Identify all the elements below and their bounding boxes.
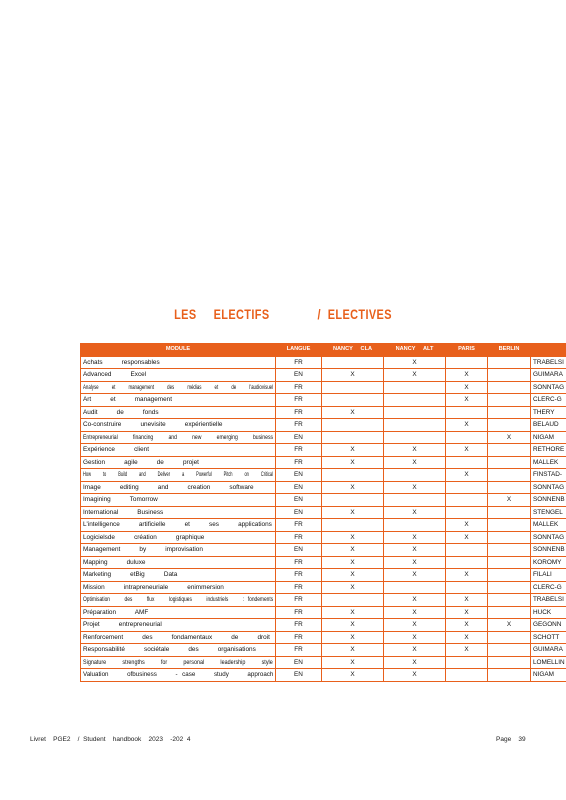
footer-handbook-label: Livret PGE2 / Student handbook 2023 -202 4 [30,736,191,743]
langue-cell: FR [276,381,322,394]
nancy-cla-cell: X [322,531,384,544]
nancy-alt-cell [384,494,446,507]
module-cell [81,669,276,682]
langue-cell: FR [276,356,322,369]
module-name: Co-construire unevisite expérientielle [83,421,223,428]
langue-cell: FR [276,419,322,432]
module-name: Art et management [83,396,173,403]
paris-cell [446,356,488,369]
paris-cell: X [446,606,488,619]
table-row [81,644,566,657]
langue-cell: EN [276,494,322,507]
nancy-alt-cell [384,519,446,532]
module-name: Expérience client [83,446,149,453]
module-name: Management by improvisation [83,546,203,553]
nancy-alt-cell: X [384,444,446,457]
berlin-cell: X [488,494,531,507]
paris-cell: X [446,631,488,644]
module-cell [81,481,276,494]
table-row [81,519,566,532]
berlin-cell [488,381,531,394]
table-row [81,506,566,519]
paris-cell [446,456,488,469]
module-cell [81,606,276,619]
module-name: Analyse et management des médias et de l'audiovisuel [83,383,274,391]
langue-cell: EN [276,656,322,669]
table-body [81,356,566,681]
table-row [81,394,566,407]
responsible-cell: SONNTAG [531,531,566,544]
berlin-cell [488,406,531,419]
responsible-cell: GUIMARA [531,644,566,657]
electives-table-container [80,343,566,715]
responsible-cell: SONNENB [531,544,566,557]
responsible-cell: SONNTAG [531,481,566,494]
table-row [81,669,566,682]
langue-cell: EN [276,506,322,519]
nancy-cla-cell: X [322,631,384,644]
nancy-cla-cell: X [322,656,384,669]
berlin-cell [488,369,531,382]
module-cell [81,431,276,444]
header-responsible [531,344,566,357]
nancy-cla-cell: X [322,544,384,557]
langue-cell: FR [276,581,322,594]
table-row [81,481,566,494]
langue-cell: FR [276,444,322,457]
responsible-cell: FINSTAD- [531,469,566,482]
langue-cell: FR [276,556,322,569]
berlin-cell [488,581,531,594]
module-name: Mapping duluxe [83,558,146,566]
header-langue: LANGUE [276,344,322,357]
berlin-cell [488,469,531,482]
nancy-alt-cell [384,381,446,394]
nancy-cla-cell [322,519,384,532]
module-name: Optimisation des flux logistiques industriels : fondements [83,596,274,603]
paris-cell: X [446,381,488,394]
berlin-cell [488,544,531,557]
module-name: Signature strengths for personal leadership style [83,658,273,666]
berlin-cell [488,419,531,432]
nancy-cla-cell: X [322,581,384,594]
paris-cell: X [446,531,488,544]
module-name: How to Build and Deliver a Powerful Pitch on Critical [83,471,274,478]
responsible-cell: NIGAM [531,669,566,682]
table-row [81,356,566,369]
langue-cell: FR [276,569,322,582]
berlin-cell [488,669,531,682]
module-cell [81,531,276,544]
module-cell [81,506,276,519]
module-cell [81,569,276,582]
nancy-cla-cell: X [322,406,384,419]
langue-cell: FR [276,631,322,644]
nancy-alt-cell [384,431,446,444]
responsible-cell: MALLEK [531,456,566,469]
nancy-cla-cell [322,431,384,444]
table-row [81,419,566,432]
nancy-alt-cell [384,469,446,482]
berlin-cell [488,631,531,644]
berlin-cell [488,656,531,669]
paris-cell: X [446,519,488,532]
header-paris: PARIS [446,344,488,357]
module-cell [81,469,276,482]
module-name: L'intelligence artificielle et ses applications [83,521,272,528]
paris-cell [446,431,488,444]
module-name: Renforcement des fondamentaux de droit [83,633,270,641]
nancy-alt-cell: X [384,506,446,519]
table-row [81,544,566,557]
nancy-cla-cell: X [322,669,384,682]
responsible-cell: NIGAM [531,431,566,444]
nancy-alt-cell: X [384,644,446,657]
responsible-cell: HUCK [531,606,566,619]
table-row [81,456,566,469]
paris-cell [446,544,488,557]
berlin-cell [488,519,531,532]
module-name: Marketing etBig Data [83,571,178,578]
table-row [81,444,566,457]
module-cell [81,394,276,407]
module-cell [81,494,276,507]
langue-cell: FR [276,406,322,419]
module-cell [81,619,276,632]
nancy-alt-cell [384,406,446,419]
module-name: Mission intrapreneuriale enimmersion [83,583,224,591]
paris-cell [446,656,488,669]
nancy-alt-cell: X [384,656,446,669]
berlin-cell [488,644,531,657]
table-row [81,606,566,619]
responsible-cell: MALLEK [531,519,566,532]
responsible-cell: CLERC-G [531,394,566,407]
module-name: Image editing and creation software [83,483,254,491]
header-nancy-cla: NANCY CLA [322,344,384,357]
module-name: Entrepreneurial financing and new emerging business [83,433,274,441]
berlin-cell [488,556,531,569]
nancy-cla-cell [322,594,384,607]
nancy-cla-cell: X [322,644,384,657]
berlin-cell [488,481,531,494]
responsible-cell: GUIMARA [531,369,566,382]
paris-cell: X [446,619,488,632]
footer-page-number: Page 39 [496,736,526,743]
berlin-cell [488,394,531,407]
paris-cell: X [446,569,488,582]
module-cell [81,544,276,557]
module-cell [81,581,276,594]
nancy-cla-cell [322,381,384,394]
module-name: Préparation AMF [83,608,149,616]
responsible-cell: LOMELLIN [531,656,566,669]
langue-cell: EN [276,431,322,444]
module-cell [81,594,276,607]
module-cell [81,631,276,644]
nancy-cla-cell [322,394,384,407]
nancy-cla-cell: X [322,444,384,457]
langue-cell: FR [276,594,322,607]
langue-cell: FR [276,619,322,632]
table-row [81,656,566,669]
berlin-cell [488,594,531,607]
table-row [81,531,566,544]
module-name: Projet entrepreneurial [83,621,162,628]
paris-cell: X [446,369,488,382]
nancy-alt-cell: X [384,544,446,557]
responsible-cell: SONNTAG [531,381,566,394]
nancy-alt-cell: X [384,481,446,494]
table-row [81,469,566,482]
nancy-alt-cell [384,419,446,432]
paris-cell: X [446,644,488,657]
berlin-cell: X [488,431,531,444]
module-cell [81,656,276,669]
paris-cell: X [446,419,488,432]
nancy-cla-cell [322,494,384,507]
nancy-alt-cell: X [384,594,446,607]
berlin-cell [488,569,531,582]
module-name: Valuation ofbusiness - case study approach [83,671,274,678]
module-cell [81,356,276,369]
nancy-cla-cell: X [322,481,384,494]
langue-cell: FR [276,531,322,544]
berlin-cell: X [488,619,531,632]
responsible-cell: GEGONN [531,619,566,632]
paris-cell: X [446,594,488,607]
module-name: Advanced Excel [83,371,147,378]
paris-cell [446,581,488,594]
nancy-cla-cell: X [322,619,384,632]
module-name: Audit de fonds [83,408,159,416]
berlin-cell [488,531,531,544]
table-row [81,369,566,382]
module-name: Responsabilité sociétale des organisations [83,646,256,653]
module-cell [81,644,276,657]
langue-cell: FR [276,644,322,657]
module-cell [81,381,276,394]
table-row [81,594,566,607]
paris-cell [446,556,488,569]
nancy-alt-cell: X [384,556,446,569]
table-row [81,631,566,644]
table-row [81,556,566,569]
module-cell [81,444,276,457]
nancy-alt-cell [384,581,446,594]
nancy-cla-cell: X [322,506,384,519]
langue-cell: FR [276,456,322,469]
responsible-cell: SONNENB [531,494,566,507]
responsible-cell: RETHORE [531,444,566,457]
table-row [81,569,566,582]
nancy-alt-cell: X [384,356,446,369]
paris-cell [446,669,488,682]
berlin-cell [488,506,531,519]
nancy-alt-cell [384,394,446,407]
header-nancy-alt: NANCY ALT [384,344,446,357]
table-row [81,431,566,444]
header-berlin: BERLIN [488,344,531,357]
responsible-cell: FILALI [531,569,566,582]
nancy-alt-cell: X [384,531,446,544]
langue-cell: FR [276,394,322,407]
nancy-alt-cell: X [384,669,446,682]
paris-cell [446,494,488,507]
table-row [81,581,566,594]
module-name: Gestion agile de projet [83,458,199,466]
nancy-cla-cell [322,356,384,369]
nancy-cla-cell: X [322,606,384,619]
table-row [81,381,566,394]
responsible-cell: THERY [531,406,566,419]
langue-cell: FR [276,606,322,619]
nancy-alt-cell: X [384,631,446,644]
nancy-alt-cell: X [384,606,446,619]
nancy-alt-cell: X [384,619,446,632]
table-header-row [81,344,566,357]
table-row [81,619,566,632]
module-name: International Business [83,508,164,516]
langue-cell: FR [276,519,322,532]
nancy-cla-cell [322,419,384,432]
nancy-cla-cell: X [322,456,384,469]
berlin-cell [488,606,531,619]
langue-cell: EN [276,481,322,494]
module-name: Achats responsables [83,358,160,366]
paris-cell: X [446,394,488,407]
berlin-cell [488,456,531,469]
electives-table [80,343,566,682]
module-cell [81,456,276,469]
nancy-alt-cell: X [384,369,446,382]
paris-cell [446,406,488,419]
nancy-alt-cell: X [384,456,446,469]
table-row [81,494,566,507]
module-cell [81,369,276,382]
responsible-cell: TRABELSI [531,356,566,369]
paris-cell: X [446,444,488,457]
langue-cell: EN [276,469,322,482]
responsible-cell: TRABELSI [531,594,566,607]
nancy-cla-cell [322,469,384,482]
responsible-cell: SCHOTT [531,631,566,644]
langue-cell: EN [276,669,322,682]
nancy-cla-cell: X [322,556,384,569]
berlin-cell [488,356,531,369]
page-title: LES ELECTIFS / ELECTIVES [174,306,392,322]
module-cell [81,406,276,419]
responsible-cell: CLERC-G [531,581,566,594]
module-name: Imagining Tomorrow [83,496,158,503]
module-cell [81,519,276,532]
nancy-alt-cell: X [384,569,446,582]
nancy-cla-cell: X [322,569,384,582]
paris-cell [446,481,488,494]
module-name: Logicielsde création graphique [83,533,205,541]
langue-cell: EN [276,544,322,557]
langue-cell: EN [276,369,322,382]
berlin-cell [488,444,531,457]
paris-cell: X [446,469,488,482]
module-cell [81,556,276,569]
responsible-cell: STENGEL [531,506,566,519]
paris-cell [446,506,488,519]
module-cell [81,419,276,432]
responsible-cell: BELAUD [531,419,566,432]
nancy-cla-cell: X [322,369,384,382]
responsible-cell: KOROMY [531,556,566,569]
table-row [81,406,566,419]
header-module: MODULE [81,344,276,357]
